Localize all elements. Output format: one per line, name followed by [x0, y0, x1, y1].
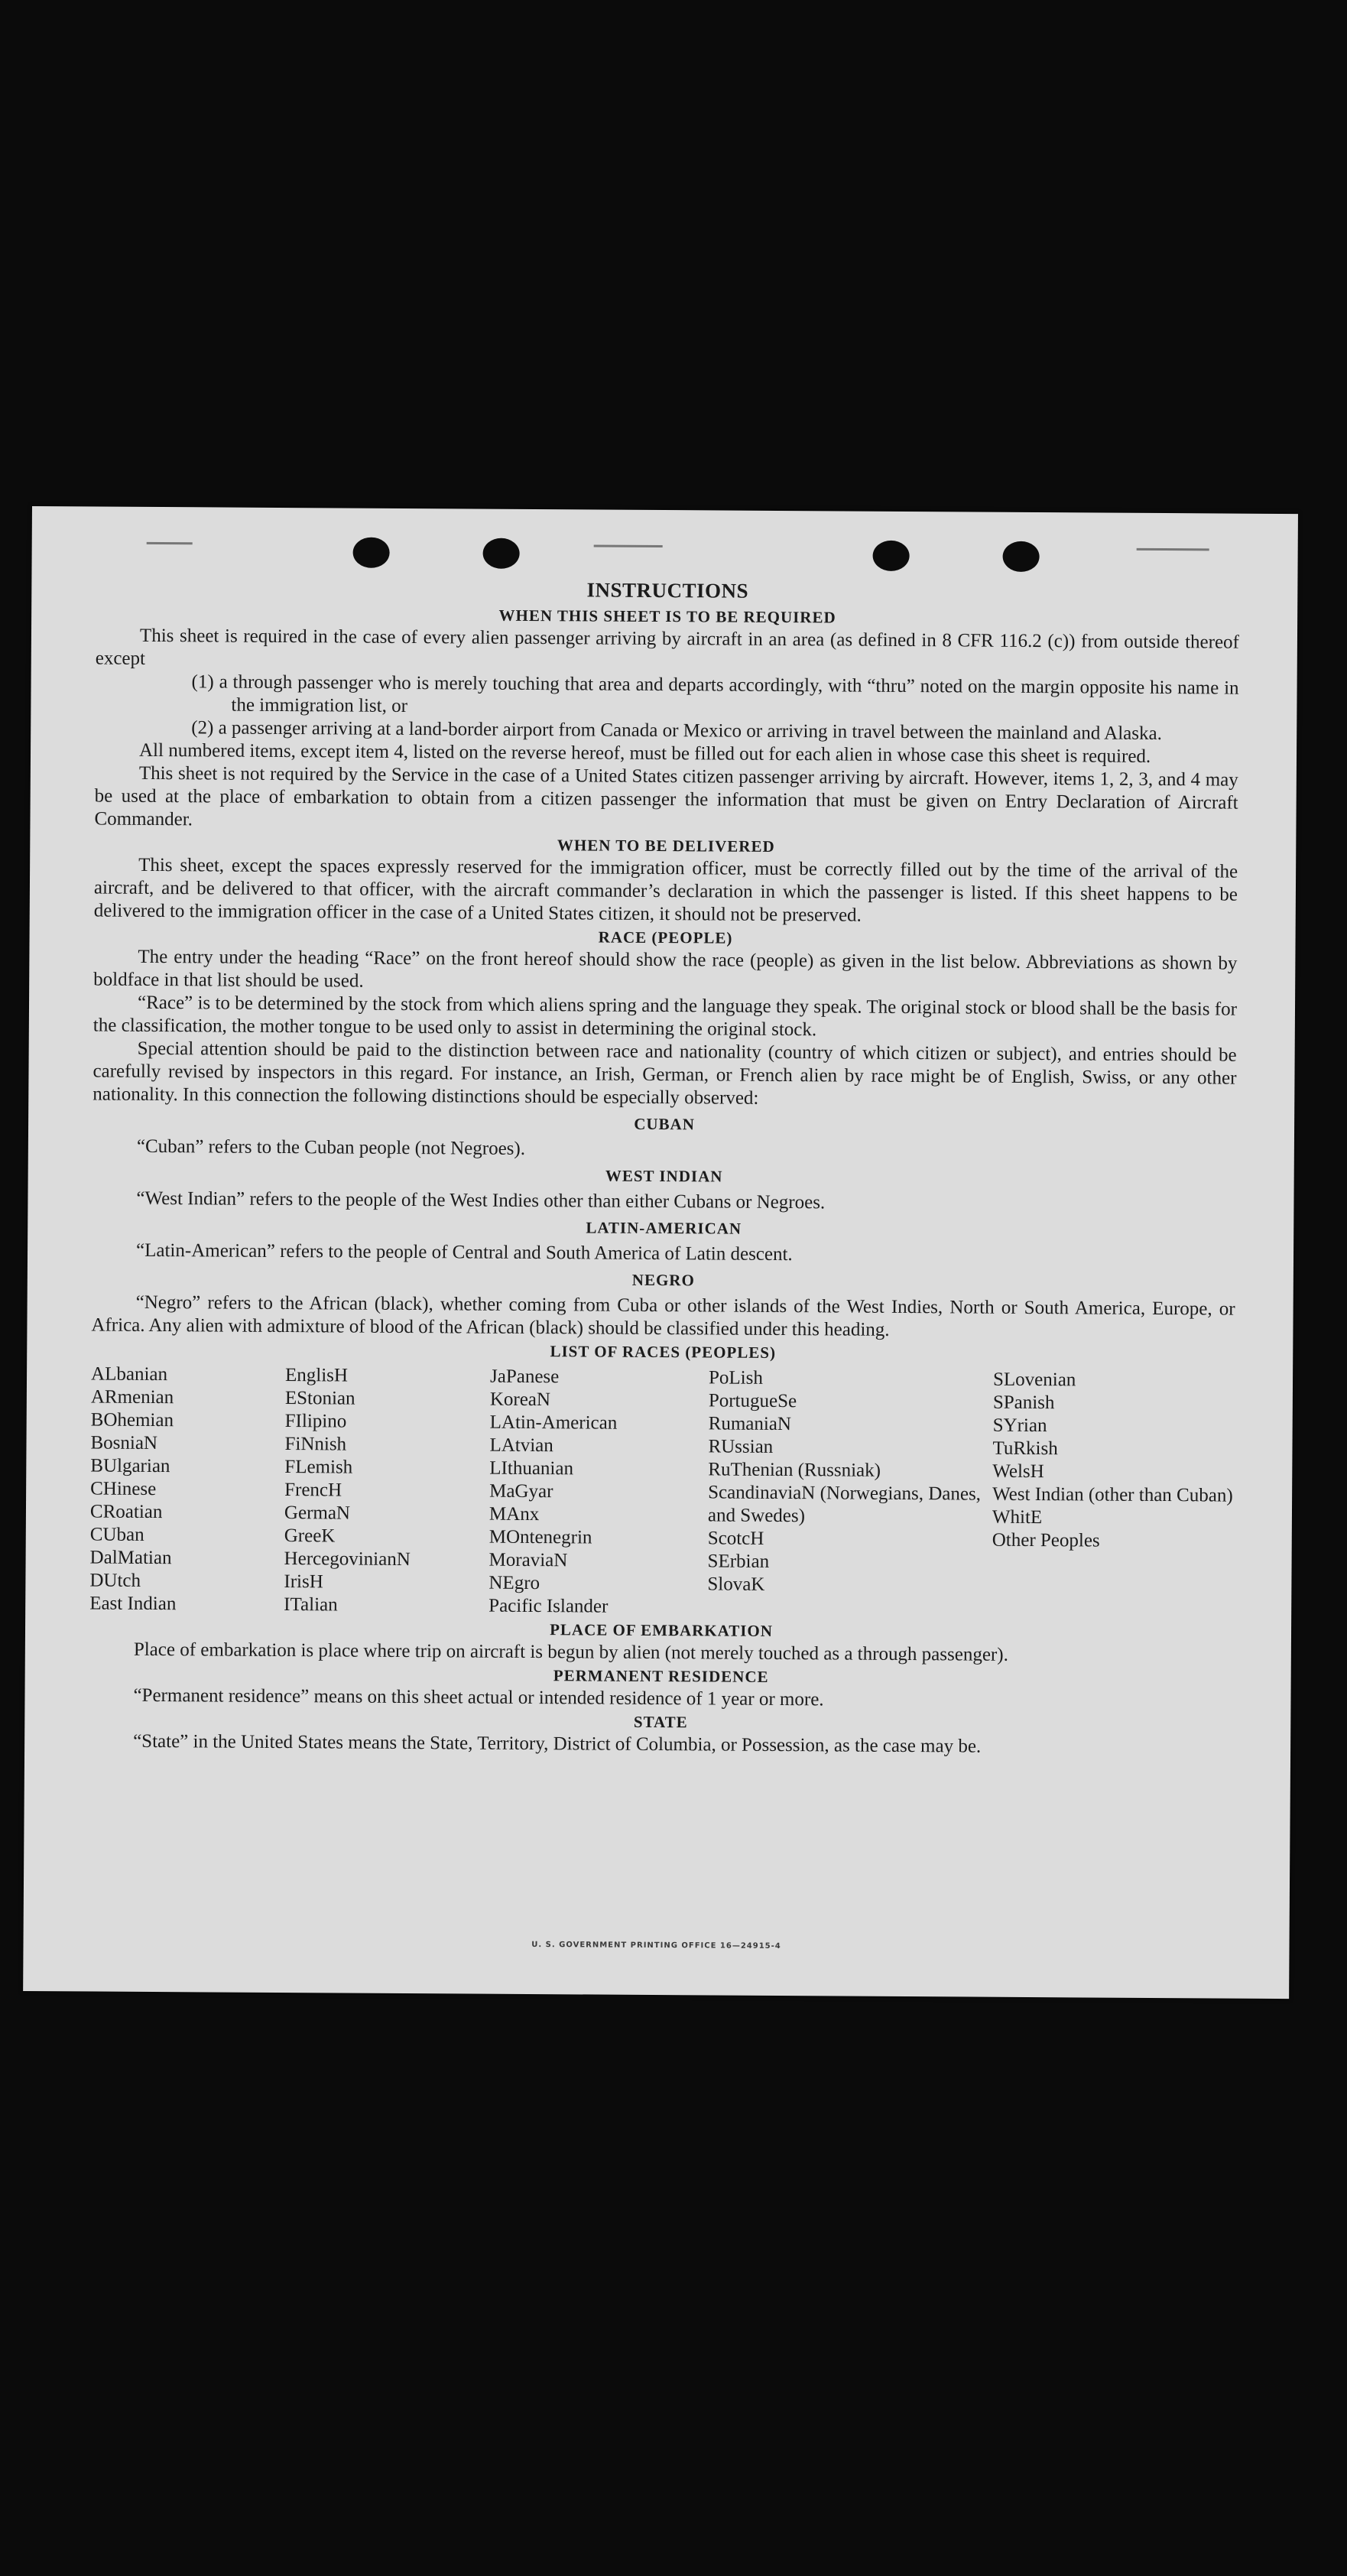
race-item: LIthuanian [489, 1457, 574, 1480]
punch-hole [353, 538, 390, 568]
required-item-2: (2) a passenger arriving at a land-border airport from Canada or Mexico or arriving in travel between the mainland and Alaska. [191, 717, 1162, 745]
instructions-body [89, 576, 1239, 1760]
race-item: IrisH [284, 1571, 323, 1593]
race-item: ALbanian [90, 1363, 168, 1385]
races-column-2 [284, 1364, 490, 1618]
race-item: SErbian [707, 1551, 770, 1572]
race-item: CUban [89, 1524, 144, 1545]
race-item: West Indian (other than Cuban) [992, 1483, 1233, 1506]
heading-cuban: CUBAN [634, 1114, 695, 1134]
west-indian-paragraph: “West Indian” refers to the people of the West Indies other than either Cubans or Negroes. [136, 1187, 826, 1213]
heading-west-indian: WEST INDIAN [605, 1166, 723, 1186]
race-item: DUtch [89, 1570, 141, 1591]
edge-mark [594, 544, 663, 547]
punch-hole [873, 541, 910, 571]
race-item: HercegovinianN [284, 1548, 411, 1571]
race-item: MOntenegrin [488, 1526, 592, 1548]
race-item: CHinese [90, 1478, 157, 1500]
punch-hole [1002, 541, 1039, 572]
race-item: BUlgarian [90, 1455, 170, 1477]
races-column-3 [488, 1366, 709, 1619]
heading-delivered: WHEN TO BE DELIVERED [557, 836, 775, 856]
negro-paragraph: “Negro” refers to the African (black), whether coming from Cuba or other islands of the West Indies, North or South America, Europe, or Africa. Any alien with admixture of blood of the African (black) should be classified under this heading. [91, 1291, 1235, 1340]
races-list [89, 1363, 1235, 1622]
race-item: ScandinaviaN (Norwegians, Danes, and Swedes) [707, 1482, 982, 1527]
race-item: GermaN [284, 1502, 351, 1524]
race-item: FIlipino [284, 1411, 347, 1432]
printer-imprint: U. S. GOVERNMENT PRINTING OFFICE 16—24915-4 [531, 1941, 781, 1951]
race-item: ARmenian [90, 1386, 174, 1408]
heading-race: RACE (PEOPLE) [598, 927, 733, 947]
required-numbered-items: All numbered items, except item 4, listed on the reverse hereof, must be filled out for each alien in whose case this sheet is required. [138, 739, 1151, 767]
cuban-paragraph: “Cuban” refers to the Cuban people (not Negroes). [136, 1135, 526, 1159]
edge-mark [147, 542, 193, 544]
heading-required: WHEN THIS SHEET IS TO BE REQUIRED [498, 606, 836, 627]
races-column-5 [992, 1369, 1235, 1623]
race-item: TuRkish [992, 1437, 1058, 1460]
race-item: SLovenian [992, 1369, 1076, 1391]
races-column-1 [89, 1363, 285, 1616]
race-item: KoreaN [489, 1389, 551, 1411]
race-item: ITalian [284, 1594, 338, 1616]
race-item: RUssian [708, 1436, 774, 1457]
race-paragraph-2: “Race” is to be determined by the stock from which aliens spring and the language they speak. The original stock or blood shall be the basis for the classification, the mother tongue to be used only to assist in determining the original stock. [93, 992, 1238, 1041]
race-item: BOhemian [90, 1409, 174, 1431]
race-item: GreeK [284, 1525, 336, 1547]
residence-paragraph: “Permanent residence” means on this sheet actual or intended residence of 1 year or more. [133, 1684, 824, 1710]
race-item: FiNnish [284, 1434, 347, 1455]
required-citizen-note: This sheet is not required by the Service in the case of a United States citizen passenger arriving by aircraft. However, items 1, 2, 3, and 4 may be used at the place of embarkation to obtain from a citizen passenger the information that must be given on Entry Declaration of Aircraft Commander. [94, 762, 1238, 830]
race-item: EStonian [284, 1388, 355, 1409]
required-item-1: (1) a through passenger who is merely touching that area and departs accordingly, with “thru” noted on the margin opposite his name in the immigration list, or [191, 671, 1239, 717]
heading-races-list: LIST OF RACES (PEOPLES) [550, 1342, 777, 1362]
race-paragraph-1: The entry under the heading “Race” on the front hereof should show the race (people) as given in the list below. Abbreviations as shown by boldface in that list should be used. [93, 946, 1238, 992]
race-paragraph-3: Special attention should be paid to the distinction between race and nationality (country of which citizen or subject), and entries should be carefully revised by inspectors in this regard. For instance, an Irish, German, or French alien by race might be of English, Swiss, or any other nationality. In this connection the following distinctions should be especially observed: [93, 1038, 1237, 1109]
race-item: WelsH [992, 1460, 1044, 1483]
race-item: FrencH [284, 1480, 342, 1501]
race-item: LAtvian [489, 1434, 553, 1457]
race-item: SYrian [992, 1415, 1047, 1437]
delivered-paragraph: This sheet, except the spaces expressly reserved for the immigration officer, must be correctly filled out by the time of the arrival of the aircraft, and be delivered to that officer, with the aircraft commander’s declaration in which the passenger is listed. If this sheet happens to be delivered to the immigration officer in the case of a United States citizen, it should not be preserved. [93, 854, 1238, 926]
heading-residence: PERMANENT RESIDENCE [553, 1666, 769, 1686]
race-item: BosniaN [90, 1432, 158, 1454]
instruction-sheet [23, 506, 1298, 1999]
race-item: SPanish [992, 1392, 1055, 1414]
punch-hole [483, 538, 520, 569]
heading-negro: NEGRO [631, 1270, 695, 1290]
race-item: EnglisH [284, 1365, 349, 1386]
race-item: NEgro [488, 1572, 540, 1594]
race-item: PoLish [708, 1367, 763, 1389]
latin-american-paragraph: “Latin-American” refers to the people of Central and South America of Latin descent. [135, 1239, 793, 1265]
races-column-4 [707, 1366, 993, 1620]
heading-state: STATE [633, 1712, 688, 1732]
embarkation-paragraph: Place of embarkation is place where trip on aircraft is begun by alien (not merely touched as a through passenger). [133, 1639, 1008, 1665]
required-paragraph: This sheet is required in the case of every alien passenger arriving by aircraft in an area (as defined in 8 CFR 116.2 (c)) from outside thereof except [95, 625, 1240, 669]
race-item: MoraviaN [488, 1549, 568, 1571]
race-item: FLemish [284, 1457, 353, 1478]
race-item: LAtin-American [489, 1411, 618, 1434]
race-item: MaGyar [489, 1480, 553, 1502]
edge-mark [1137, 548, 1209, 551]
page-title: INSTRUCTIONS [586, 578, 749, 603]
race-item: PortugueSe [708, 1390, 797, 1412]
race-item: SlovaK [707, 1574, 765, 1595]
state-paragraph: “State” in the United States means the State, Territory, District of Columbia, or Possession, as the case may be. [133, 1730, 982, 1757]
race-item: RumaniaN [708, 1413, 792, 1435]
race-item: East Indian [89, 1593, 177, 1615]
race-item: MAnx [488, 1503, 540, 1525]
race-item: CRoatian [89, 1501, 163, 1523]
race-item: WhitE [992, 1506, 1043, 1528]
race-item: RuThenian (Russniak) [708, 1459, 881, 1481]
race-item: ScotcH [707, 1528, 764, 1549]
race-item: JaPanese [489, 1366, 560, 1388]
heading-latin-american: LATIN-AMERICAN [586, 1218, 742, 1238]
race-item: Other Peoples [992, 1529, 1100, 1551]
heading-embarkation: PLACE OF EMBARKATION [550, 1620, 774, 1640]
race-item: DalMatian [89, 1547, 172, 1569]
race-item: Pacific Islander [488, 1595, 609, 1617]
